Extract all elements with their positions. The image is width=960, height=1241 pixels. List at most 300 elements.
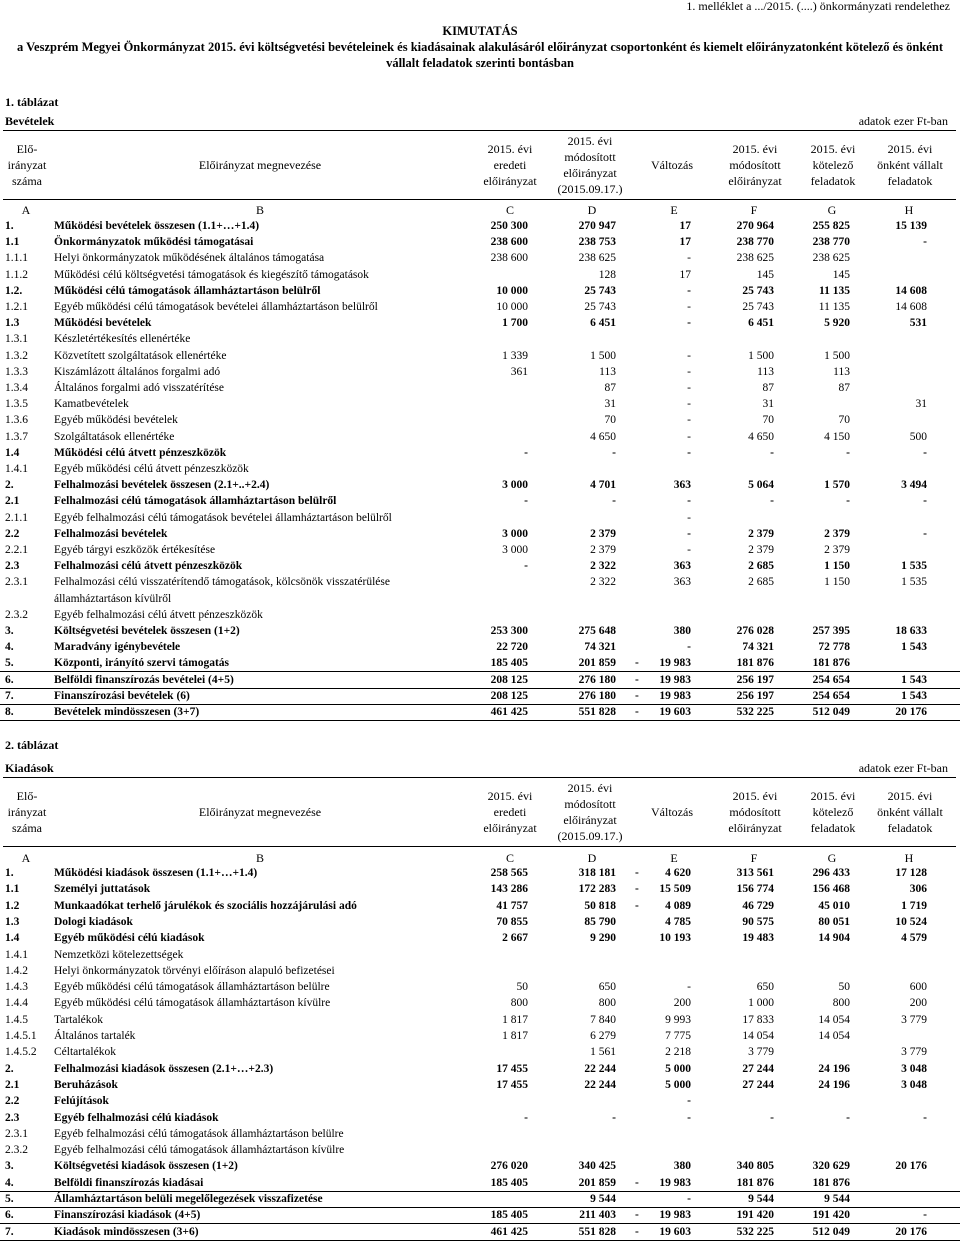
cell-f: 2 379 — [748, 544, 774, 556]
table-row — [0, 542, 960, 558]
table-row — [0, 898, 960, 914]
cell-e: 19 603 — [659, 706, 691, 718]
cell-g: 14 904 — [818, 932, 850, 945]
column-header-c-line: eredeti — [493, 158, 527, 172]
table-row — [0, 1175, 960, 1192]
cell-g: 238 625 — [812, 252, 850, 265]
column-header-g-line: 2015. évi — [810, 789, 856, 803]
cell-g: 800 — [832, 997, 850, 1010]
cell-d: 650 — [598, 981, 616, 994]
cell-d: 7 840 — [590, 1013, 616, 1026]
table-row — [0, 865, 960, 881]
cell-b: Felhalmozási bevételek — [54, 527, 168, 540]
column-header-g — [793, 788, 873, 836]
column-header-d — [550, 780, 630, 844]
cell-b: Egyéb felhalmozási célú átvett pénzeszközök — [54, 608, 263, 621]
cell-a: 1.4.1 — [5, 463, 28, 475]
table2-section: Kiadások — [5, 761, 54, 775]
cell-f: 145 — [756, 268, 774, 281]
cell-a: 3. — [5, 625, 14, 637]
column-header-d-line: 2015. évi — [567, 781, 613, 795]
column-letter-e: E — [670, 203, 678, 217]
cell-d: 9 290 — [590, 932, 616, 945]
cell-a: 7. — [5, 1225, 14, 1238]
cell-a: 1.4.3 — [5, 981, 28, 994]
column-header-f-line: módosított — [729, 158, 781, 172]
cell-d: 270 947 — [578, 220, 616, 232]
cell-g: - — [846, 495, 850, 508]
cell-a: 1.1 — [5, 883, 20, 896]
table-row — [0, 688, 960, 705]
cell-d: 22 244 — [584, 1062, 616, 1075]
cell-e: - — [687, 981, 691, 994]
cell-b: Egyéb működési célú támogatások államháztartáson kívülre — [54, 997, 331, 1010]
document-title: KIMUTATÁS — [442, 24, 518, 38]
table-row — [0, 1077, 960, 1093]
cell-b: Személyi juttatások — [54, 883, 151, 896]
cell-e: - — [687, 1111, 691, 1124]
column-letter-g: G — [827, 851, 837, 865]
cell-h: 10 524 — [895, 915, 927, 928]
cell-g: 191 420 — [812, 1209, 850, 1222]
cell-g: 320 629 — [812, 1160, 850, 1173]
cell-c: 1 817 — [502, 1030, 528, 1042]
cell-d: 275 648 — [578, 625, 616, 637]
cell-h: 3 494 — [901, 479, 927, 492]
cell-b: Költségvetési bevételek összesen (1+2) — [54, 625, 240, 637]
cell-b: Finanszírozási kiadások (4+5) — [54, 1209, 201, 1222]
table-row — [0, 445, 960, 461]
cell-e: 19 603 — [659, 1225, 691, 1238]
column-letter-c: C — [505, 203, 514, 217]
column-header-g-line: kötelező — [812, 158, 854, 172]
cell-f: 181 876 — [736, 1176, 774, 1189]
cell-a: 1.2 — [5, 899, 20, 912]
cell-a: 7. — [5, 689, 14, 702]
column-letter-d: D — [587, 203, 597, 217]
table-row — [0, 1028, 960, 1044]
cell-h: - — [923, 527, 927, 540]
cell-b: Egyéb működési bevételek — [54, 414, 178, 427]
column-header-a-line: Elő- — [16, 142, 38, 156]
cell-f: 4 650 — [748, 430, 774, 443]
cell-m: - — [635, 1176, 639, 1189]
cell-a: 1.3 — [5, 317, 20, 330]
cell-d: 22 244 — [584, 1078, 616, 1091]
cell-f: 313 561 — [736, 867, 774, 879]
cell-h: 4 579 — [901, 932, 927, 945]
table-row — [0, 1158, 960, 1174]
cell-g: 181 876 — [812, 657, 850, 670]
cell-h: 31 — [915, 398, 927, 411]
cell-g: 72 778 — [818, 641, 850, 654]
column-header-d-line: módosított — [564, 150, 616, 164]
table-row — [0, 1093, 960, 1109]
cell-e: 5 000 — [665, 1078, 691, 1091]
cell-h: 1 535 — [901, 576, 927, 589]
cell-b: Dologi kiadások — [54, 915, 133, 928]
cell-b: Szolgáltatások ellenértéke — [54, 430, 175, 443]
cell-e: 5 000 — [665, 1062, 691, 1075]
cell-a: 1.3.1 — [5, 333, 28, 346]
column-header-a-line: Elő- — [16, 789, 38, 803]
cell-g: 11 135 — [818, 301, 850, 313]
cell-b: Működési célú átvett pénzeszközök — [54, 446, 227, 459]
cell-f: 6 451 — [748, 317, 774, 330]
cell-g: 80 051 — [818, 915, 850, 928]
cell-d: 31 — [604, 398, 616, 411]
cell-d: 6 451 — [590, 317, 616, 330]
cell-a: 2.1.1 — [5, 511, 28, 524]
cell-e: - — [687, 495, 691, 508]
cell-g: 24 196 — [818, 1078, 850, 1091]
cell-f: 17 833 — [742, 1013, 774, 1026]
cell-b: Nemzetközi kötelezettségek — [54, 948, 184, 961]
cell-b: Egyéb tárgyi eszközök értékesítése — [54, 544, 216, 556]
cell-g: 14 054 — [818, 1030, 850, 1042]
document-subtitle-line2: vállalt feladatok szerinti bontásban — [386, 56, 574, 70]
cell-g: 512 049 — [812, 706, 850, 718]
cell-a: 1.2.1 — [5, 301, 28, 313]
cell-a: 1.3.3 — [5, 365, 28, 378]
cell-d: 2 379 — [590, 527, 616, 540]
cell-d: 85 790 — [584, 915, 616, 928]
cell-a: 4. — [5, 1176, 14, 1189]
cell-m: - — [635, 867, 639, 879]
cell-b: Önkormányzatok működési támogatásai — [54, 236, 254, 249]
cell-d: 128 — [598, 268, 616, 281]
cell-e: 380 — [673, 1160, 691, 1173]
cell-b: Felhalmozási bevételek összesen (2.1+..+2.4) — [54, 479, 270, 492]
cell-c: 143 286 — [490, 883, 528, 896]
cell-e: 17 — [679, 268, 691, 281]
cell-d: 113 — [599, 365, 616, 378]
cell-b: Felhalmozási célú visszatérítendő támogatások, kölcsönök visszatérülése — [54, 576, 390, 589]
cell-f: 2 685 — [748, 560, 774, 573]
cell-e: 19 983 — [659, 689, 691, 702]
cell-d: 25 743 — [584, 301, 616, 313]
cell-m: - — [635, 673, 639, 686]
cell-b: Belföldi finanszírozás kiadásai — [54, 1176, 204, 1189]
cell-g: - — [846, 446, 850, 459]
column-letter-f: F — [750, 203, 758, 217]
cell-c: - — [524, 495, 528, 508]
cell-c: 50 — [516, 981, 528, 994]
cell-b: Tartalékok — [54, 1013, 104, 1026]
cell-a: 3. — [5, 1160, 14, 1173]
table-row — [0, 396, 960, 412]
cell-a: 5. — [5, 1193, 14, 1205]
cell-e: - — [687, 398, 691, 411]
table-row — [0, 218, 960, 234]
cell-d: 4 650 — [590, 430, 616, 443]
cell-c: - — [524, 560, 528, 573]
column-letter-d: D — [587, 851, 597, 865]
column-header-c — [470, 141, 550, 189]
cell-b: Kamatbevételek — [54, 398, 129, 411]
cell-g: 14 054 — [818, 1013, 850, 1026]
table-row — [0, 412, 960, 428]
cell-e: - — [687, 641, 691, 654]
table-row — [0, 979, 960, 995]
column-header-f — [715, 141, 795, 189]
column-header-d-line: módosított — [564, 797, 616, 811]
table-row — [0, 234, 960, 250]
column-header-b-line: Előirányzat megnevezése — [198, 805, 322, 819]
cell-a: 1.2. — [5, 284, 23, 297]
cell-a: 2.3.2 — [5, 608, 28, 621]
cell-d: 276 180 — [578, 689, 616, 702]
cell-b: Egyéb működési célú átvett pénzeszközök — [54, 463, 249, 475]
cell-h: 20 176 — [895, 1225, 927, 1238]
table-row — [0, 348, 960, 364]
column-header-b-line: Előirányzat megnevezése — [198, 158, 322, 172]
cell-f: 27 244 — [742, 1062, 774, 1075]
column-header-c — [470, 788, 550, 836]
column-header-f — [715, 788, 795, 836]
column-letter-f: F — [750, 851, 758, 865]
cell-g: 145 — [832, 268, 850, 281]
cell-f: 113 — [757, 365, 774, 378]
cell-b: Kiszámlázott általános forgalmi adó — [54, 365, 221, 378]
cell-g: 45 010 — [818, 899, 850, 912]
cell-b: Működési célú támogatások államháztartáson belülről — [54, 284, 321, 297]
cell-e: 19 983 — [659, 1209, 691, 1222]
column-header-h — [865, 788, 955, 836]
table-row — [0, 477, 960, 493]
cell-f: 5 064 — [748, 479, 774, 492]
cell-m: - — [635, 657, 639, 670]
cell-c: 17 455 — [496, 1062, 528, 1075]
cell-g: 113 — [833, 365, 850, 378]
cell-e: 9 993 — [665, 1013, 691, 1026]
cell-a: 1.4.1 — [5, 948, 28, 961]
column-header-c-line: 2015. évi — [487, 789, 533, 803]
cell-b: Helyi önkormányzatok működésének általános támogatása — [54, 252, 325, 265]
cell-b: Munkaadókat terhelő járulékok és szociális hozzájárulási adó — [54, 899, 357, 912]
cell-d: - — [612, 495, 616, 508]
cell-b: Működési bevételek — [54, 317, 152, 330]
cell-c: - — [524, 1111, 528, 1124]
cell-e: - — [687, 365, 691, 378]
table-row — [0, 947, 960, 963]
cell-e: 380 — [673, 625, 691, 637]
cell-c: 22 720 — [496, 641, 528, 654]
cell-f: - — [770, 495, 774, 508]
cell-g: 512 049 — [812, 1225, 850, 1238]
cell-g: 238 770 — [812, 236, 850, 249]
table-row — [0, 574, 960, 590]
cell-g: 255 825 — [812, 220, 850, 232]
cell-h: 1 543 — [901, 689, 927, 702]
cell-e: 200 — [673, 997, 691, 1010]
cell-h: 18 633 — [895, 625, 927, 637]
cell-d: 2 379 — [590, 544, 616, 556]
cell-e: - — [687, 1095, 691, 1108]
cell-g: 181 876 — [812, 1176, 850, 1189]
cell-f: 256 197 — [736, 689, 774, 702]
cell-h: - — [923, 446, 927, 459]
cell-f: 74 321 — [742, 641, 774, 654]
cell-f: 156 774 — [736, 883, 774, 896]
cell-m: - — [635, 1209, 639, 1222]
table-row — [0, 461, 960, 477]
table-row — [0, 283, 960, 299]
table-row — [0, 331, 960, 347]
column-header-h-line: feladatok — [887, 821, 933, 835]
cell-e: - — [687, 527, 691, 540]
table-row — [0, 429, 960, 445]
cell-e: 363 — [673, 576, 691, 589]
table-row — [0, 914, 960, 930]
table1-unit: adatok ezer Ft-ban — [858, 114, 948, 128]
cell-e: - — [687, 430, 691, 443]
cell-g: 156 468 — [812, 883, 850, 896]
cell-f: 238 625 — [736, 252, 774, 265]
cell-f: 14 054 — [742, 1030, 774, 1042]
cell-g: 50 — [838, 981, 850, 994]
cell-e: 2 218 — [665, 1046, 691, 1059]
cell-h: 3 048 — [901, 1062, 927, 1075]
cell-g: 257 395 — [812, 625, 850, 637]
column-header-e-line: Változás — [651, 158, 693, 172]
column-header-a — [3, 788, 51, 836]
cell-a: 1.3.4 — [5, 382, 28, 394]
cell-b: Beruházások — [54, 1078, 118, 1091]
column-header-e — [632, 157, 712, 173]
cell-f: 238 770 — [736, 236, 774, 249]
table-row — [0, 930, 960, 946]
cell-f: 1 000 — [748, 997, 774, 1010]
cell-c: 10 000 — [496, 284, 528, 297]
cell-b: Felhalmozási célú támogatások államháztartáson belülről — [54, 495, 337, 508]
column-header-f-line: módosított — [729, 805, 781, 819]
cell-a: 1.4.2 — [5, 964, 28, 977]
cell-h: 200 — [909, 997, 927, 1010]
table-row — [0, 1207, 960, 1224]
column-letter-h: H — [904, 203, 914, 217]
table1-header-rule — [3, 199, 956, 200]
column-header-g-line: feladatok — [810, 174, 856, 188]
cell-f: 31 — [762, 398, 774, 411]
cell-b: Belföldi finanszírozás bevételei (4+5) — [54, 673, 234, 686]
cell-a: 1.1.1 — [5, 252, 28, 265]
cell-f: 70 — [762, 414, 774, 427]
cell-f: 650 — [756, 981, 774, 994]
cell-c: 41 757 — [496, 899, 528, 912]
table-row — [0, 1191, 960, 1208]
cell-e: - — [687, 317, 691, 330]
cell-b: Bevételek mindösszesen (3+7) — [54, 706, 200, 718]
table-row — [0, 510, 960, 526]
table-row — [0, 655, 960, 672]
cell-a: 1.4 — [5, 446, 20, 459]
cell-g: 1 150 — [824, 560, 850, 573]
cell-b: Egyéb működési célú kiadások — [54, 932, 205, 945]
cell-e: 363 — [673, 479, 691, 492]
cell-g: 9 544 — [824, 1193, 850, 1205]
cell-e: - — [687, 511, 691, 524]
table1-label: 1. táblázat — [5, 95, 59, 109]
table1-section: Bevételek — [5, 114, 55, 128]
table2-unit: adatok ezer Ft-ban — [858, 761, 948, 775]
cell-d: 50 818 — [584, 899, 616, 912]
cell-d: 74 321 — [584, 641, 616, 654]
table-row — [0, 364, 960, 380]
cell-a: 2.3 — [5, 1111, 20, 1124]
cell-a: 2. — [5, 479, 14, 492]
column-header-a — [3, 141, 51, 189]
cell-b: Felhalmozási kiadások összesen (2.1+…+2.3) — [54, 1062, 274, 1075]
cell-d: 4 701 — [590, 479, 616, 492]
cell-h: 600 — [909, 981, 927, 994]
column-letter-a: A — [21, 203, 31, 217]
cell-a: 5. — [5, 657, 14, 670]
cell-e: 17 — [679, 236, 691, 249]
table-row — [0, 607, 960, 623]
cell-g: 2 379 — [824, 527, 850, 540]
cell-b: Általános forgalmi adó visszatérítése — [54, 382, 225, 394]
cell-d: 2 322 — [590, 576, 616, 589]
cell-h: 1 543 — [901, 641, 927, 654]
cell-h: 3 779 — [901, 1013, 927, 1026]
cell-e: 17 — [679, 220, 691, 232]
cell-g: 5 920 — [824, 317, 850, 330]
cell-a: 2.1 — [5, 1078, 20, 1091]
cell-h: 1 535 — [901, 560, 927, 573]
cell-b: Egyéb működési célú támogatások bevételei államháztartáson belülről — [54, 301, 378, 313]
column-header-c-line: előirányzat — [483, 174, 537, 188]
cell-d: 1 561 — [590, 1046, 616, 1059]
cell-h: 500 — [909, 430, 927, 443]
cell-c: 3 000 — [502, 479, 528, 492]
column-header-h-line: feladatok — [887, 174, 933, 188]
table2-label: 2. táblázat — [5, 738, 59, 752]
column-header-f-line: 2015. évi — [732, 789, 778, 803]
cell-e: - — [687, 544, 691, 556]
cell-g: 1 500 — [824, 349, 850, 362]
table-row — [0, 704, 960, 721]
cell-b: Működési bevételek összesen (1.1+…+1.4) — [54, 220, 260, 232]
cell-a: 2.3.1 — [5, 1127, 28, 1140]
cell-g: 1 150 — [824, 576, 850, 589]
cell-c: 10 000 — [496, 301, 528, 313]
cell-a: 1.3.2 — [5, 349, 28, 362]
cell-f: 19 483 — [742, 932, 774, 945]
cell-f: 25 743 — [742, 301, 774, 313]
cell-a: 2.1 — [5, 495, 20, 508]
cell-g: 4 150 — [824, 430, 850, 443]
cell-h: 20 176 — [895, 706, 927, 718]
column-header-h-line: 2015. évi — [887, 789, 933, 803]
cell-g: 1 570 — [824, 479, 850, 492]
cell-a: 1.4 — [5, 932, 20, 945]
table-row — [0, 623, 960, 639]
cell-h: 15 139 — [895, 220, 927, 232]
column-header-f-line: előirányzat — [728, 821, 782, 835]
cell-g: 254 654 — [812, 689, 850, 702]
cell-g: 24 196 — [818, 1062, 850, 1075]
cell-f: 2 379 — [748, 527, 774, 540]
cell-d: 25 743 — [584, 284, 616, 297]
cell-h: 306 — [909, 883, 927, 896]
table-row — [0, 1142, 960, 1158]
column-letter-a: A — [21, 851, 31, 865]
column-header-h-line: önként vállalt — [877, 805, 943, 819]
cell-e: 4 785 — [665, 915, 691, 928]
cell-a: 1. — [5, 867, 14, 879]
table-row — [0, 558, 960, 574]
